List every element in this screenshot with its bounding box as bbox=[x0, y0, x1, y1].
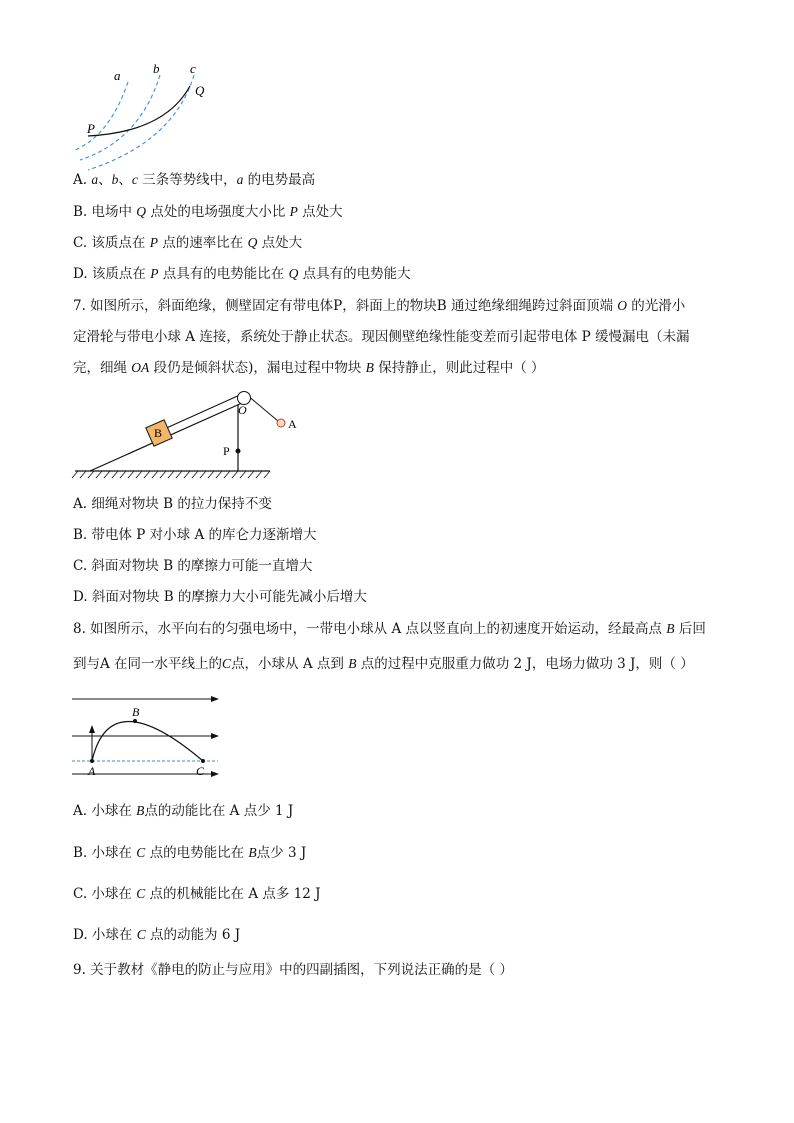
electric-field-figure bbox=[70, 688, 230, 783]
ball-a bbox=[277, 419, 285, 427]
point-b bbox=[133, 719, 137, 723]
equipotential-line-c bbox=[88, 75, 194, 170]
label-Q: Q bbox=[195, 83, 205, 98]
equipotential-line-b bbox=[80, 75, 160, 160]
point-c bbox=[201, 759, 205, 763]
q8-stem-line-1: 8. 如图所示，水平向右的匀强电场中，一带电小球从 A 点以竖直向上的初速度开始运动，经最高点 B 后回 bbox=[73, 621, 706, 637]
label-A: A bbox=[288, 417, 297, 431]
q8-option-c: C. 小球在 C 点的机械能比在 A 点多 12 J bbox=[73, 886, 321, 902]
q8-option-b: B. 小球在 C 点的电势能比在 B点少 3 J bbox=[73, 845, 307, 861]
label-a: a bbox=[114, 68, 121, 83]
q6-option-c: C. 该质点在 P 点的速率比在 Q 点处大 bbox=[73, 235, 303, 251]
q8-option-a: A. 小球在 B点的动能比在 A 点少 1 J bbox=[73, 803, 294, 819]
q7-stem-line-2: 定滑轮与带电小球 A 连接，系统处于静止状态。现因侧壁绝缘性能变差而引起带电体 P 缓慢漏电（未漏 bbox=[73, 329, 690, 345]
trajectory-parabola bbox=[92, 722, 203, 762]
q7-option-b: B. 带电体 P 对小球 A 的库仑力逐渐增大 bbox=[73, 527, 317, 543]
label-O: O bbox=[238, 403, 247, 417]
q7-option-c: C. 斜面对物块 B 的摩擦力可能一直增大 bbox=[73, 558, 313, 574]
label-P: P bbox=[223, 444, 230, 458]
q7-stem-line-3: 完，细绳 OA 段仍是倾斜状态)，漏电过程中物块 B 保持静止，则此过程中（ ） bbox=[73, 360, 545, 376]
label-C: C bbox=[196, 764, 205, 778]
point-a bbox=[90, 759, 94, 763]
charged-body-p bbox=[236, 449, 241, 454]
rope-o-to-a bbox=[247, 395, 278, 421]
q6-option-b: B. 电场中 Q 点处的电场强度大小比 P 点处大 bbox=[73, 204, 343, 220]
label-b: b bbox=[153, 61, 160, 76]
label-B: B bbox=[132, 705, 140, 719]
q8-stem-line-2: 到与A 在同一水平线上的C点，小球从 A 点到 B 点的过程中克服重力做功 2 J，电场力做功 3 J，则（ ） bbox=[73, 656, 694, 672]
incline-figure bbox=[70, 385, 297, 485]
q7-stem-line-1: 7. 如图所示，斜面绝缘，侧壁固定有带电体P，斜面上的物块B 通过绝缘细绳跨过斜面顶端 O 的光滑小 bbox=[73, 298, 686, 314]
q6-option-d: D. 该质点在 P 点具有的电势能比在 Q 点具有的电势能大 bbox=[73, 266, 411, 282]
q7-option-a: A. 细绳对物块 B 的拉力保持不变 bbox=[73, 496, 272, 512]
q8-option-d: D. 小球在 C 点的动能为 6 J bbox=[73, 927, 241, 943]
q7-option-d: D. 斜面对物块 B 的摩擦力大小可能先减小后增大 bbox=[73, 589, 367, 605]
q9-stem-line-1: 9. 关于教材《静电的防止与应用》中的四副插图，下列说法正确的是（ ） bbox=[73, 962, 513, 978]
label-B: B bbox=[154, 426, 163, 440]
equipotential-line-a bbox=[75, 82, 128, 150]
ground-hatch bbox=[72, 471, 270, 478]
label-A: A bbox=[88, 764, 96, 778]
q6-option-a: A. a、b、c 三条等势线中，a 的电势最高 bbox=[73, 172, 316, 188]
rope-b-to-o bbox=[162, 394, 242, 430]
label-c: c bbox=[190, 61, 196, 76]
equipotential-figure bbox=[70, 60, 220, 170]
label-P: P bbox=[87, 121, 95, 136]
